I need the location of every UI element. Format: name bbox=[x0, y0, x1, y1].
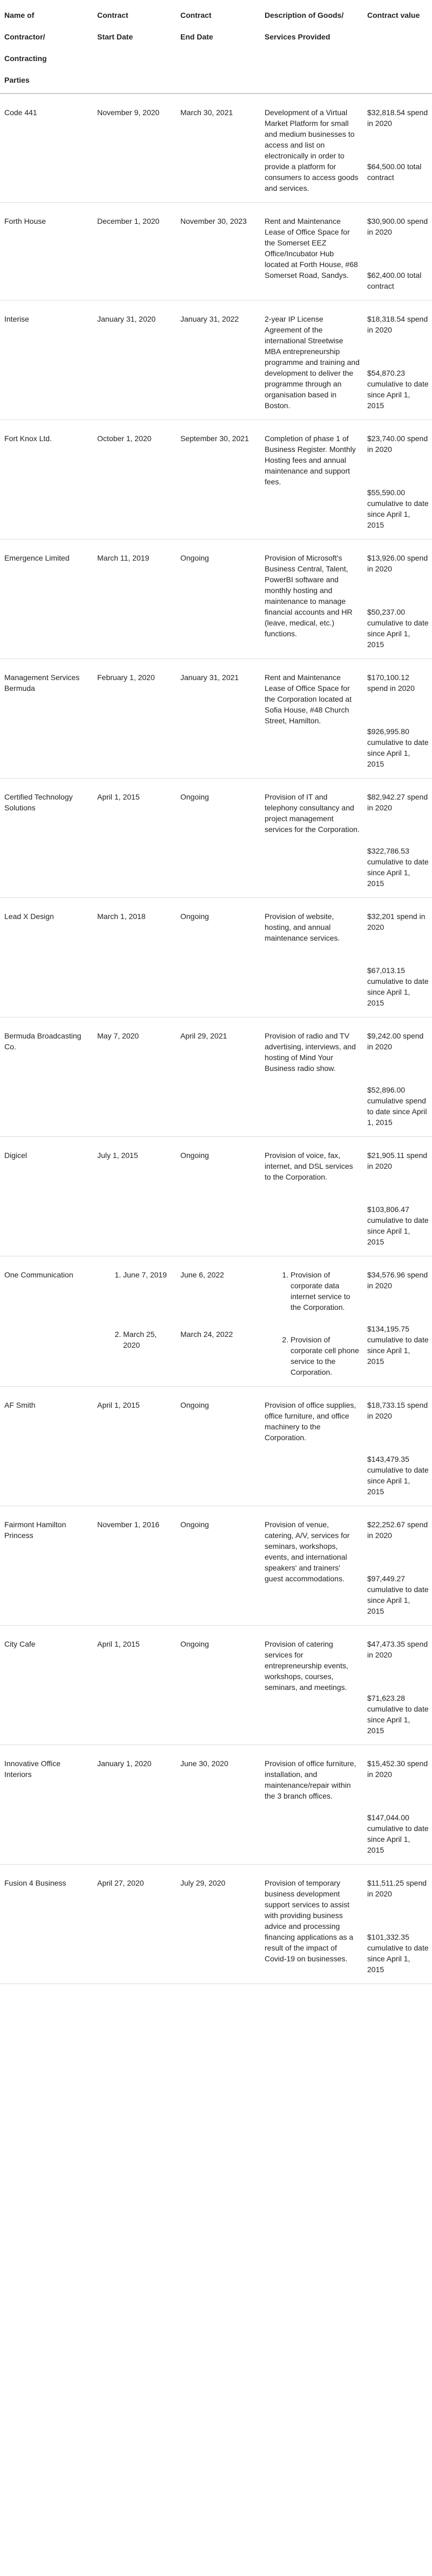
contract-value bbox=[363, 1017, 432, 1137]
contract-value bbox=[363, 1745, 432, 1865]
contractor-name: One Communication bbox=[0, 1256, 93, 1387]
header-desc-line: Services Provided bbox=[265, 32, 330, 41]
spend-2020: $47,473.35 spend in 2020 bbox=[367, 1640, 428, 1659]
cumulative-value: $67,013.15 cumulative to date since April 1, 2015 bbox=[367, 966, 429, 1007]
table-row bbox=[0, 420, 432, 540]
header-desc bbox=[260, 0, 363, 94]
table-row bbox=[0, 1626, 432, 1745]
end-date: April 29, 2021 bbox=[176, 1017, 260, 1137]
spend-2020: $170,100.12 spend in 2020 bbox=[367, 673, 415, 693]
cumulative-value: $52,896.00 cumulative spend to date since April 1, 2015 bbox=[367, 1086, 427, 1127]
end-date: Ongoing bbox=[176, 540, 260, 659]
contractor-name: Certified Technology Solutions bbox=[0, 778, 93, 898]
table-row bbox=[0, 1506, 432, 1626]
end-date: March 30, 2021 bbox=[176, 94, 260, 203]
spend-2020: $23,740.00 spend in 2020 bbox=[367, 434, 428, 454]
contractor-name: City Cafe bbox=[0, 1626, 93, 1745]
spend-2020: $21,905.11 spend in 2020 bbox=[367, 1151, 428, 1170]
end-date: Ongoing bbox=[176, 1626, 260, 1745]
cumulative-value: $55,590.00 cumulative to date since April 1, 2015 bbox=[367, 488, 429, 529]
start-date-list bbox=[97, 1269, 173, 1350]
contract-value bbox=[363, 778, 432, 898]
description: Provision of website, hosting, and annual maintenance services. bbox=[260, 898, 363, 1017]
start-date: March 1, 2018 bbox=[93, 898, 176, 1017]
header-start bbox=[93, 0, 176, 94]
header-value-line: Contract value bbox=[367, 11, 420, 19]
end-date: Ongoing bbox=[176, 1137, 260, 1256]
start-date: March 11, 2019 bbox=[93, 540, 176, 659]
spend-2020: $32,818.54 spend in 2020 bbox=[367, 108, 428, 128]
end-date-item: June 6, 2022 bbox=[180, 1270, 224, 1279]
contractor-name: Lead X Design bbox=[0, 898, 93, 1017]
description: Provision of temporary business development support services to assist with providing business advice and processing financing applications as a result of the impact of Covid-19 on businesses. bbox=[260, 1865, 363, 1984]
end-date: September 30, 2021 bbox=[176, 420, 260, 540]
contract-value bbox=[363, 1865, 432, 1984]
contractor-name: Interise bbox=[0, 301, 93, 420]
cumulative-value: $97,449.27 cumulative to date since April 1, 2015 bbox=[367, 1574, 429, 1615]
end-date: Ongoing bbox=[176, 1387, 260, 1506]
table-row bbox=[0, 1387, 432, 1506]
start-date-item: 1. June 7, 2019 bbox=[123, 1269, 173, 1280]
contractor-name: Fairmont Hamilton Princess bbox=[0, 1506, 93, 1626]
header-name-line: Parties bbox=[4, 76, 30, 84]
contract-value bbox=[363, 1506, 432, 1626]
spend-2020: $13,926.00 spend in 2020 bbox=[367, 554, 428, 573]
end-date: July 29, 2020 bbox=[176, 1865, 260, 1984]
table-row bbox=[0, 301, 432, 420]
table-row bbox=[0, 898, 432, 1017]
description: Provision of voice, fax, internet, and DSL services to the Corporation. bbox=[260, 1137, 363, 1256]
start-date-item: 2. March 25, 2020 bbox=[123, 1329, 173, 1350]
cumulative-value: $147,044.00 cumulative to date since April 1, 2015 bbox=[367, 1813, 429, 1854]
description-item: 1. Provision of corporate data internet service to the Corporation. bbox=[291, 1269, 360, 1313]
spend-2020: $82,942.27 spend in 2020 bbox=[367, 793, 428, 812]
description: 2-year IP License Agreement of the international Streetwise MBA entrepreneurship programme and training and development to deliver the programme through an organisation based in Boston. bbox=[260, 301, 363, 420]
header-name-line: Name of bbox=[4, 11, 35, 19]
header-value bbox=[363, 0, 432, 94]
start-date: May 7, 2020 bbox=[93, 1017, 176, 1137]
cumulative-value: $926,995.80 cumulative to date since April 1, 2015 bbox=[367, 727, 429, 768]
description-item: 2. Provision of corporate cell phone service to the Corporation. bbox=[291, 1334, 360, 1377]
table-header bbox=[0, 0, 432, 94]
description: Provision of office furniture, installation, and maintenance/repair within the 3 branch offices. bbox=[260, 1745, 363, 1865]
total-value: $64,500.00 total contract bbox=[367, 162, 422, 182]
cumulative-value: $134,195.75 cumulative to date since April 1, 2015 bbox=[367, 1324, 429, 1366]
start-date: November 9, 2020 bbox=[93, 94, 176, 203]
contract-value bbox=[363, 203, 432, 301]
header-name-line: Contractor/ bbox=[4, 32, 45, 41]
contract-value bbox=[363, 94, 432, 203]
header-desc-line: Description of Goods/ bbox=[265, 11, 344, 19]
contractor-name: Fusion 4 Business bbox=[0, 1865, 93, 1984]
end-date: November 30, 2023 bbox=[176, 203, 260, 301]
contract-value bbox=[363, 1387, 432, 1506]
spend-2020: $9,242.00 spend in 2020 bbox=[367, 1031, 424, 1051]
spend-2020: $18,733.15 spend in 2020 bbox=[367, 1401, 428, 1420]
spend-2020: $30,900.00 spend in 2020 bbox=[367, 217, 428, 236]
header-name-line: Contracting bbox=[4, 54, 47, 63]
contractor-name: Management Services Bermuda bbox=[0, 659, 93, 778]
end-date bbox=[176, 1256, 260, 1387]
table-row bbox=[0, 1865, 432, 1984]
description: Completion of phase 1 of Business Register. Monthly Hosting fees and annual maintenance and support fees. bbox=[260, 420, 363, 540]
spend-2020: $15,452.30 spend in 2020 bbox=[367, 1759, 428, 1779]
end-date: January 31, 2022 bbox=[176, 301, 260, 420]
description: Provision of radio and TV advertising, interviews, and hosting of Mind Your Business radio show. bbox=[260, 1017, 363, 1137]
end-date: Ongoing bbox=[176, 1506, 260, 1626]
end-date-item: March 24, 2022 bbox=[180, 1330, 233, 1339]
description: Development of a Virtual Market Platform for small and medium businesses to access and list on electronically in order to provide a platform for consumers to access goods and services. bbox=[260, 94, 363, 203]
spend-2020: $22,252.67 spend in 2020 bbox=[367, 1520, 428, 1540]
start-date: February 1, 2020 bbox=[93, 659, 176, 778]
header-start-line: Contract bbox=[97, 11, 129, 19]
contract-value bbox=[363, 1626, 432, 1745]
start-date: January 31, 2020 bbox=[93, 301, 176, 420]
start-date: April 27, 2020 bbox=[93, 1865, 176, 1984]
start-date: January 1, 2020 bbox=[93, 1745, 176, 1865]
total-value: $62,400.00 total contract bbox=[367, 271, 422, 290]
table-row bbox=[0, 1256, 432, 1387]
contractor-name: Emergence Limited bbox=[0, 540, 93, 659]
header-name bbox=[0, 0, 93, 94]
table-row bbox=[0, 778, 432, 898]
cumulative-value: $50,237.00 cumulative to date since April 1, 2015 bbox=[367, 608, 429, 649]
contractor-name: Code 441 bbox=[0, 94, 93, 203]
start-date bbox=[93, 1256, 176, 1387]
spend-2020: $18,318.54 spend in 2020 bbox=[367, 315, 428, 334]
table-row bbox=[0, 94, 432, 203]
contractor-name: Innovative Office Interiors bbox=[0, 1745, 93, 1865]
cumulative-value: $101,332.35 cumulative to date since April 1, 2015 bbox=[367, 1933, 429, 1974]
start-date: November 1, 2016 bbox=[93, 1506, 176, 1626]
header-end bbox=[176, 0, 260, 94]
cumulative-value: $143,479.35 cumulative to date since April 1, 2015 bbox=[367, 1455, 429, 1496]
contractor-name: Bermuda Broadcasting Co. bbox=[0, 1017, 93, 1137]
cumulative-value: $103,806.47 cumulative to date since April 1, 2015 bbox=[367, 1205, 429, 1246]
start-date: April 1, 2015 bbox=[93, 778, 176, 898]
contractor-name: Forth House bbox=[0, 203, 93, 301]
start-date: April 1, 2015 bbox=[93, 1387, 176, 1506]
start-date: July 1, 2015 bbox=[93, 1137, 176, 1256]
end-date: January 31, 2021 bbox=[176, 659, 260, 778]
table-row bbox=[0, 659, 432, 778]
table-body bbox=[0, 94, 432, 1984]
table-row bbox=[0, 1017, 432, 1137]
end-date: June 30, 2020 bbox=[176, 1745, 260, 1865]
contract-value bbox=[363, 1256, 432, 1387]
description: Rent and Maintenance Lease of Office Space for the Corporation located at Sofia House, #48 Church Street, Hamilton. bbox=[260, 659, 363, 778]
table-row bbox=[0, 540, 432, 659]
contractor-name: Fort Knox Ltd. bbox=[0, 420, 93, 540]
contract-value bbox=[363, 1137, 432, 1256]
description: Provision of IT and telephony consultancy and project management services for the Corporation. bbox=[260, 778, 363, 898]
description: Provision of office supplies, office furniture, and office machinery to the Corporation. bbox=[260, 1387, 363, 1506]
cumulative-value: $71,623.28 cumulative to date since April 1, 2015 bbox=[367, 1694, 429, 1735]
description bbox=[260, 1256, 363, 1387]
spend-2020: $11,511.25 spend in 2020 bbox=[367, 1879, 427, 1898]
start-date: October 1, 2020 bbox=[93, 420, 176, 540]
contractor-name: Digicel bbox=[0, 1137, 93, 1256]
header-end-line: End Date bbox=[180, 32, 213, 41]
contract-value bbox=[363, 540, 432, 659]
contractor-name: AF Smith bbox=[0, 1387, 93, 1506]
cumulative-value: $54,870.23 cumulative to date since April 1, 2015 bbox=[367, 369, 429, 410]
description: Rent and Maintenance Lease of Office Space for the Somerset EEZ Office/Incubator Hub located at Forth House, #68 Somerset Road, Sandys. bbox=[260, 203, 363, 301]
table-row bbox=[0, 1745, 432, 1865]
start-date: December 1, 2020 bbox=[93, 203, 176, 301]
header-row bbox=[0, 0, 432, 94]
contract-value bbox=[363, 420, 432, 540]
contract-value bbox=[363, 301, 432, 420]
spend-2020: $32,201 spend in 2020 bbox=[367, 912, 426, 931]
description: Provision of catering services for entrepreneurship events, workshops, courses, seminars, and meetings. bbox=[260, 1626, 363, 1745]
header-start-line: Start Date bbox=[97, 32, 133, 41]
end-date: Ongoing bbox=[176, 898, 260, 1017]
end-date: Ongoing bbox=[176, 778, 260, 898]
description-list bbox=[265, 1269, 360, 1377]
contract-value bbox=[363, 659, 432, 778]
contract-value bbox=[363, 898, 432, 1017]
description: Provision of Microsoft's Business Central, Talent, PowerBI software and monthly hosting and maintenance to manage financial accounts and HR (leave, medical, etc.) functions. bbox=[260, 540, 363, 659]
cumulative-value: $322,786.53 cumulative to date since April 1, 2015 bbox=[367, 847, 429, 888]
header-end-line: Contract bbox=[180, 11, 212, 19]
table-row bbox=[0, 1137, 432, 1256]
description: Provision of venue, catering, A/V, services for seminars, workshops, events, and international speakers' and trainers' guest accommodations. bbox=[260, 1506, 363, 1626]
start-date: April 1, 2015 bbox=[93, 1626, 176, 1745]
spend-2020: $34,576.96 spend in 2020 bbox=[367, 1270, 428, 1290]
table-row bbox=[0, 203, 432, 301]
